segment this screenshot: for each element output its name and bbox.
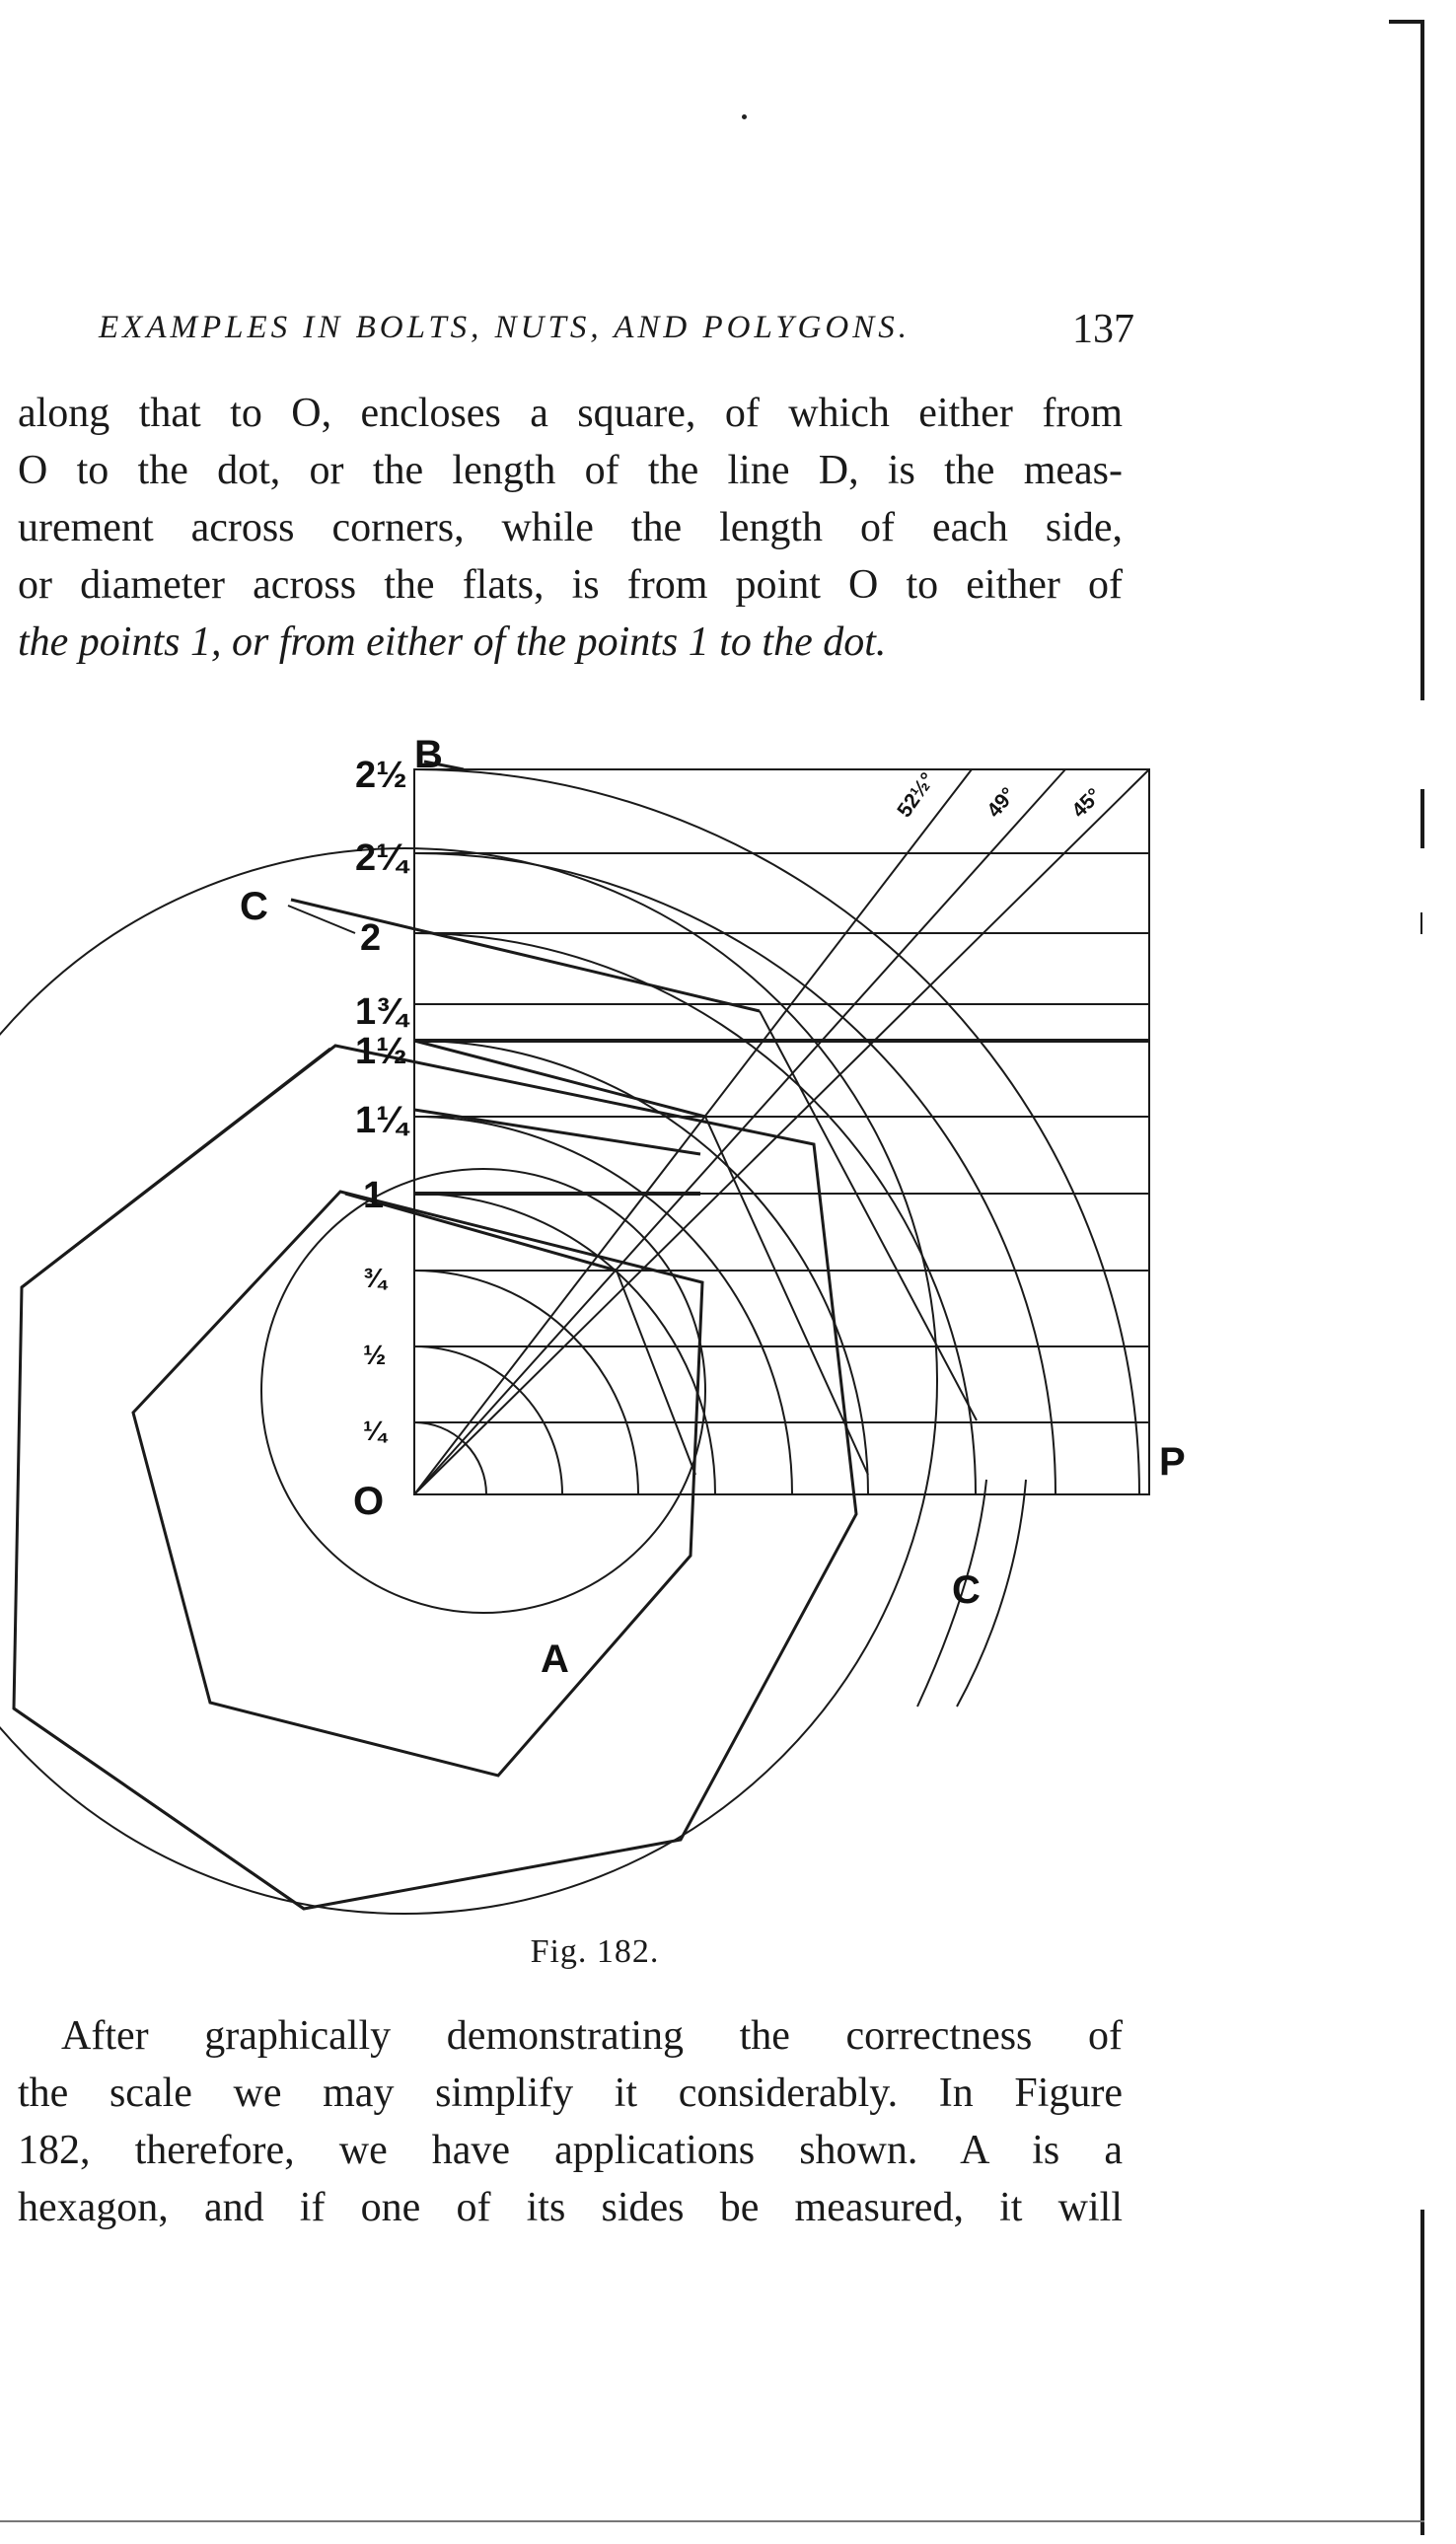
paragraph-2 (18, 2007, 1123, 2236)
text-line: the scale we may simplify it considerably. In Figure (18, 2071, 1123, 2116)
page-edge-mark (1420, 912, 1422, 934)
page-edge-bottom (1420, 2210, 1424, 2535)
label-C: C (240, 885, 268, 928)
outer-circle (0, 848, 937, 1914)
scale-label: ¾ (363, 1263, 387, 1293)
angle-line-45 (414, 769, 1149, 1494)
label-P: P (1159, 1440, 1186, 1484)
text-line: O to the dot, or the length of the line D, is the meas- (18, 448, 1123, 493)
text-line: hexagon, and if one of its sides be measured, it will (18, 2185, 1123, 2230)
geometric-construction (0, 710, 1243, 1933)
polygon-edge (14, 1708, 304, 1909)
scale-label: 1 (363, 1175, 385, 1216)
scale-label: ½ (363, 1340, 387, 1370)
angle-label: 52½° (893, 768, 940, 822)
scale-label: 2¼ (355, 837, 407, 879)
bottom-rule (0, 2520, 1424, 2522)
angle-label: 49° (983, 783, 1021, 823)
scale-label: 2½ (355, 755, 407, 796)
scale-label: 2 (360, 917, 382, 959)
text-line: 182, therefore, we have applications shown. A is a (18, 2128, 1123, 2173)
scale-label: 1¾ (355, 991, 407, 1033)
figure-182 (0, 710, 1243, 1933)
label-C-arc: C (952, 1568, 981, 1612)
running-head-title: EXAMPLES IN BOLTS, NUTS, AND POLYGONS. (99, 310, 910, 345)
label-O: O (353, 1480, 385, 1523)
page-edge-mark (1420, 789, 1424, 848)
running-head (99, 296, 1154, 365)
angle-line-52 (414, 769, 972, 1494)
caption-text: Fig. 182. (530, 1933, 660, 1970)
page-number: 137 (1072, 307, 1134, 352)
diagonal (414, 1041, 705, 1117)
page-edge-top (1420, 20, 1424, 700)
text-line: along that to O, encloses a square, of which either from (18, 391, 1123, 436)
angle-label: 45° (1067, 783, 1106, 823)
label-B: B (414, 733, 443, 776)
ink-dot (742, 114, 747, 119)
label-A: A (541, 1637, 569, 1681)
page-edge-top-cap (1389, 20, 1424, 24)
scale-label: ¼ (363, 1416, 387, 1446)
circle-A (261, 1169, 705, 1613)
hexagon-A (133, 1192, 702, 1776)
text-line: After graphically demonstrating the correctness of (61, 2013, 1123, 2059)
paragraph-1 (18, 385, 1123, 671)
scale-label: 1¼ (355, 1100, 407, 1141)
angle-line-49 (414, 769, 1065, 1494)
text-line: the points 1, or from either of the points 1 to the dot. (18, 619, 887, 665)
diagonal (345, 1194, 617, 1271)
construction (617, 1271, 695, 1475)
text-line: or diameter across the flats, is from point O to either of (18, 562, 1123, 608)
construction (760, 1011, 977, 1420)
text-line: urement across corners, while the length of each side, (18, 505, 1123, 550)
scale-label: 1½ (355, 1031, 407, 1072)
figure-caption (0, 1933, 1456, 1971)
